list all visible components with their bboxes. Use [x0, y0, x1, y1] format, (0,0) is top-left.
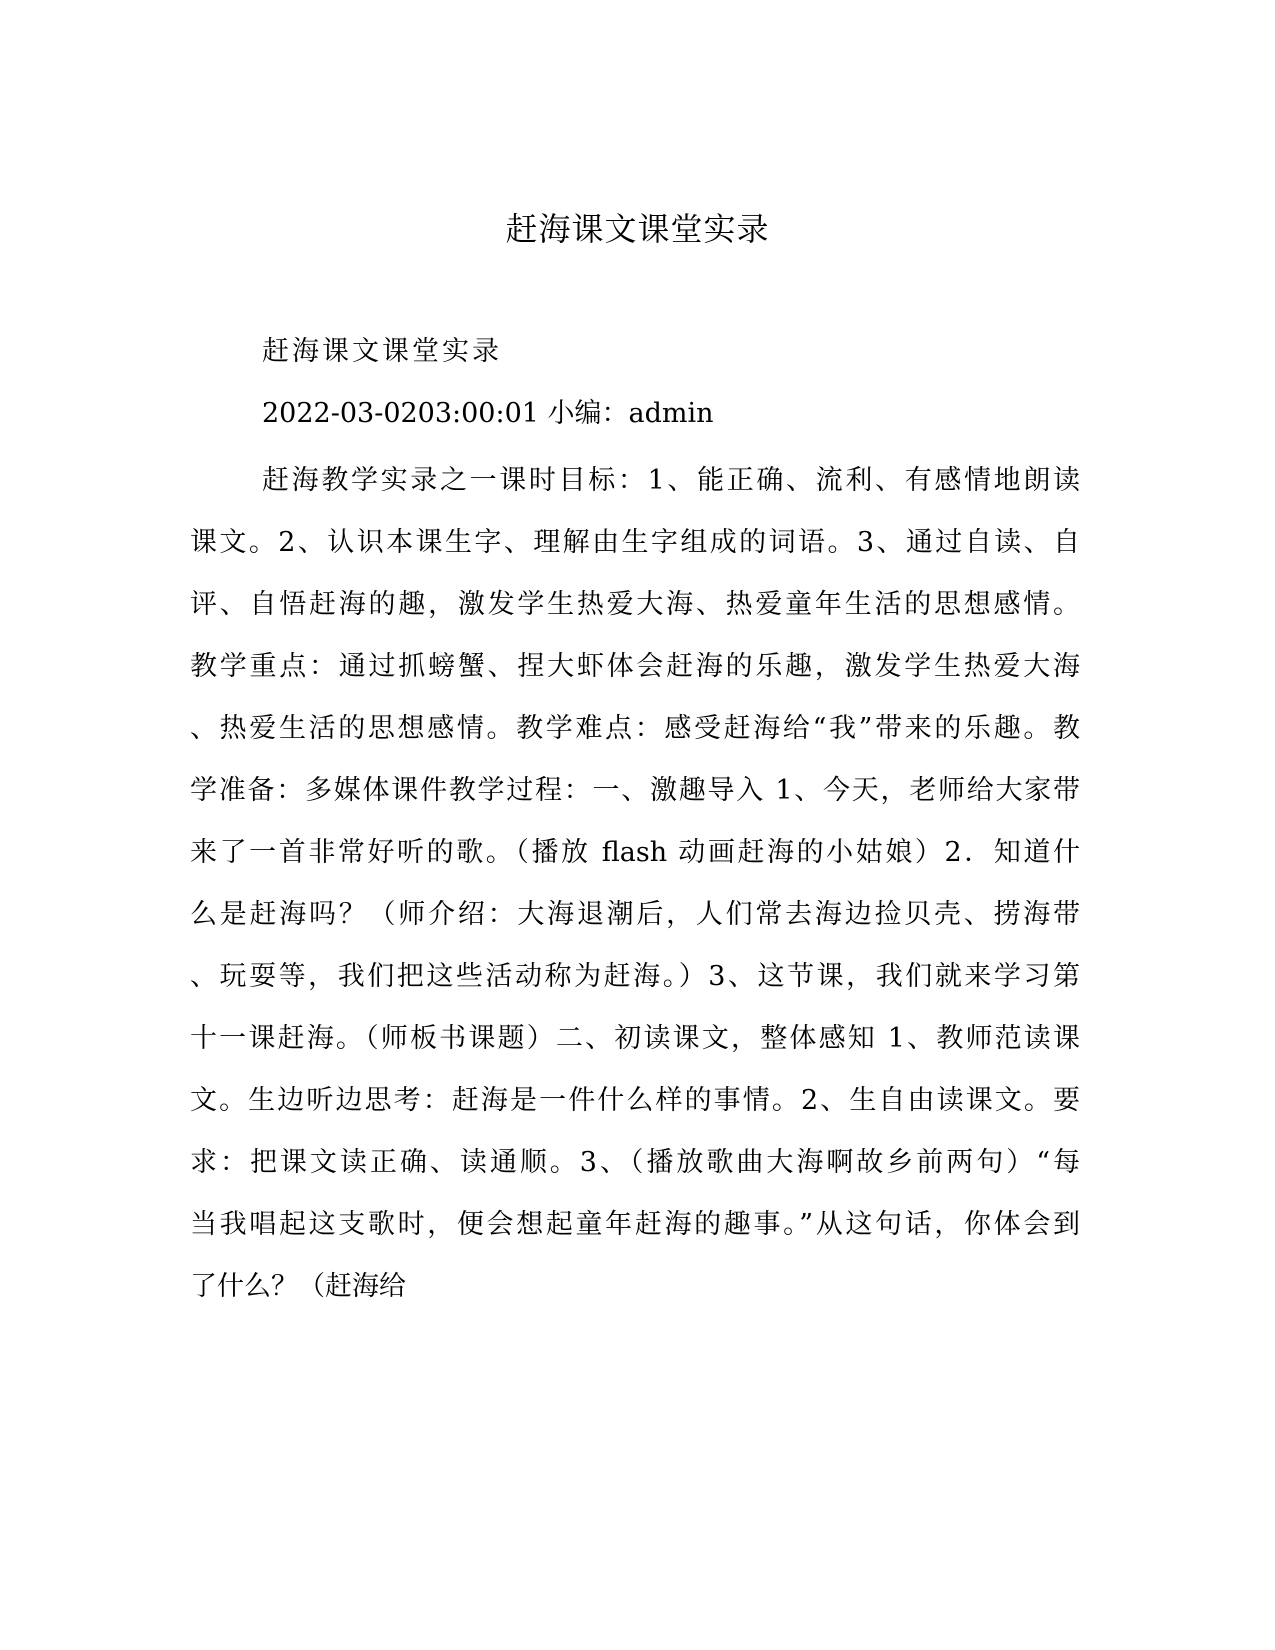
document-meta: 2022-03-0203:00:01 小编：admin: [262, 398, 714, 429]
body-line: 学准备：多媒体课件教学过程：一、激趣导入 1、今天，老师给大家带: [190, 775, 1080, 806]
body-line: 了什么？（赶海给: [190, 1271, 406, 1302]
body-line: 赶海教学实录之一课时目标：1、能正确、流利、有感情地朗读: [262, 465, 1080, 496]
body-line: 课文。2、认识本课生字、理解由生字组成的词语。3、通过自读、自: [190, 527, 1080, 558]
document-subtitle: 赶海课文课堂实录: [262, 336, 502, 367]
body-line: 来了一首非常好听的歌。（播放 flash 动画赶海的小姑娘）2．知道什: [190, 837, 1080, 868]
body-line: 么是赶海吗？（师介绍：大海退潮后，人们常去海边捡贝壳、捞海带: [190, 899, 1080, 930]
body-line: 教学重点：通过抓螃蟹、捏大虾体会赶海的乐趣，激发学生热爱大海: [190, 651, 1080, 682]
body-line: 十一课赶海。（师板书课题）二、初读课文，整体感知 1、教师范读课: [190, 1023, 1080, 1054]
document-title: 赶海课文课堂实录: [505, 210, 770, 248]
body-line: 、玩耍等，我们把这些活动称为赶海。）3、这节课，我们就来学习第: [190, 961, 1080, 992]
body-line: 文。生边听边思考：赶海是一件什么样的事情。2、生自由读课文。要: [190, 1085, 1080, 1116]
body-line: 、热爱生活的思想感情。教学难点：感受赶海给“我”带来的乐趣。教: [190, 713, 1080, 744]
body-line: 当我唱起这支歌时，便会想起童年赶海的趣事。”从这句话，你体会到: [190, 1209, 1080, 1240]
body-line: 求：把课文读正确、读通顺。3、（播放歌曲大海啊故乡前两句）“每: [190, 1147, 1080, 1178]
document-body: [190, 450, 1080, 1318]
body-line: 评、自悟赶海的趣，激发学生热爱大海、热爱童年生活的思想感情。: [190, 589, 1080, 620]
